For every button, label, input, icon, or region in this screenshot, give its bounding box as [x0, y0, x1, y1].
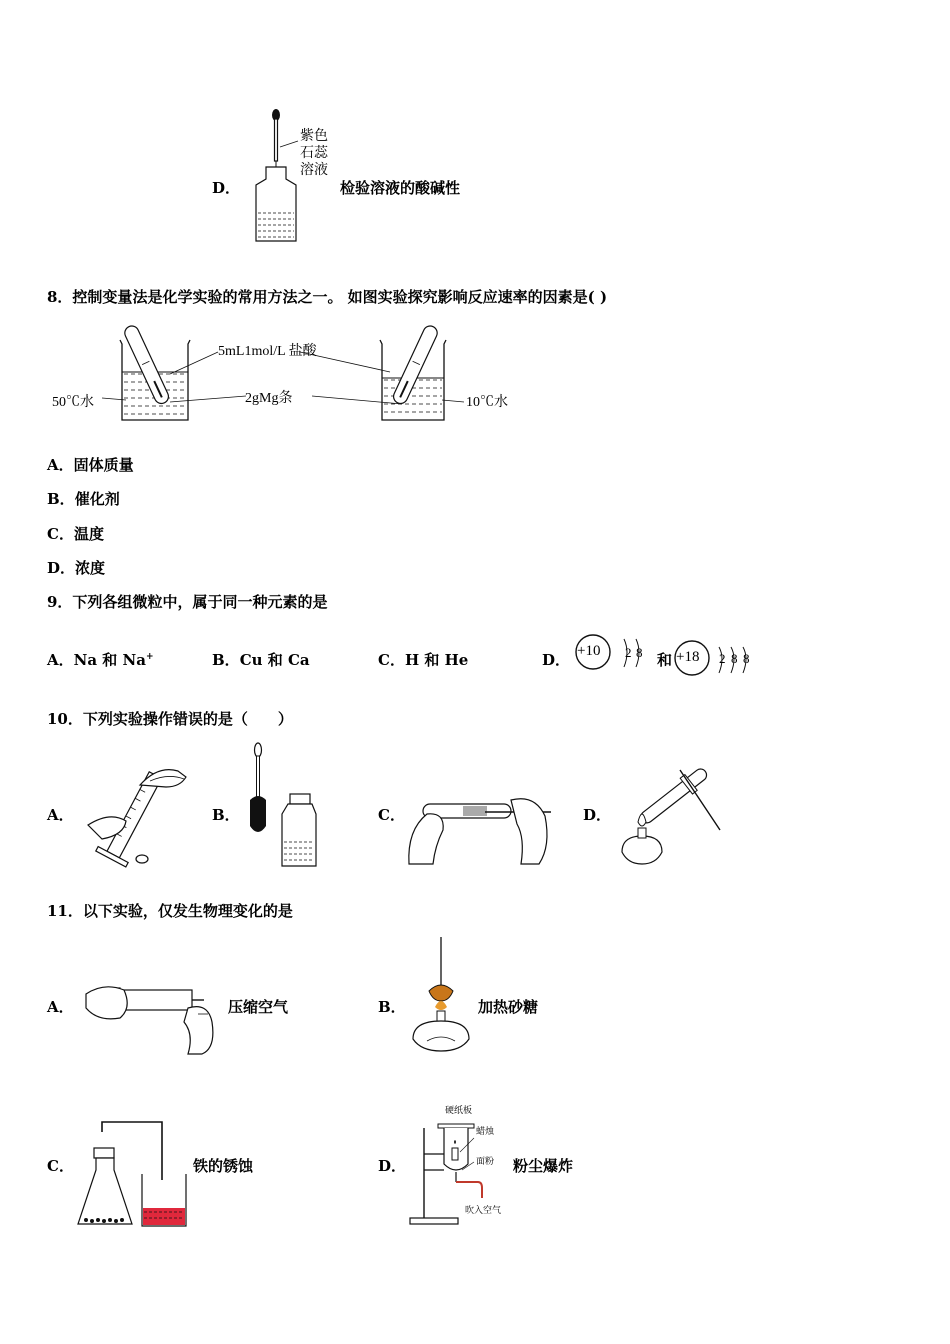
- q9-shell-1-neon: 2: [625, 645, 632, 660]
- q10-option-d-heating-figure: [612, 760, 727, 870]
- q8-option-c: C．温度: [47, 525, 104, 543]
- q11-d-fig-board-label: 硬纸板: [445, 1106, 473, 1116]
- q11-d-fig-air-label: 吹入空气: [465, 1206, 502, 1216]
- q11-option-a-text: 压缩空气: [228, 998, 289, 1016]
- q9-option-c: C．H 和 He: [378, 651, 469, 669]
- q9-shell-3-argon: 8: [743, 651, 750, 666]
- q8-option-d: D．浓度: [47, 559, 106, 577]
- q9-option-b: B．Cu 和 Ca: [212, 651, 310, 669]
- q10-option-a-label: A．: [47, 806, 74, 824]
- q11-option-b-text: 加热砂糖: [478, 998, 539, 1016]
- q11-option-c-text: 铁的锈蚀: [193, 1157, 254, 1175]
- q11-d-fig-flour-label: 面粉: [476, 1157, 495, 1167]
- q10-option-b-dropper-figure: [244, 742, 324, 870]
- q8-figure-right-water-label: 10℃水: [466, 395, 508, 410]
- q7-option-d-label: D．: [212, 179, 241, 197]
- q7-option-d-text: 检验溶液的酸碱性: [340, 179, 461, 197]
- q9-question-stem: 9．下列各组微粒中，属于同一种元素的是: [47, 593, 328, 611]
- q10-option-c-label: C．: [378, 806, 405, 824]
- q11-option-a-syringe-figure: [84, 978, 219, 1056]
- q9-option-a: A．Na 和 Na+: [47, 651, 154, 669]
- q11-option-b-alcohol-lamp-figure: [405, 935, 475, 1053]
- q9-option-d-label: D．: [542, 651, 571, 669]
- q11-option-d-label: D．: [378, 1157, 407, 1175]
- q11-d-fig-candle-label: 蜡烛: [476, 1127, 495, 1137]
- q11-option-a-label: A．: [47, 998, 74, 1016]
- q8-option-b: B．催化剂: [47, 490, 120, 508]
- q10-option-a-graduated-cylinder-figure: [80, 755, 195, 870]
- q8-figure-mg-label: 2gMg条: [245, 391, 293, 406]
- q10-option-c-test-tube-figure: [405, 790, 555, 870]
- q8-option-a: A．固体质量: [47, 456, 134, 474]
- q11-option-c-flask-beaker-figure: [76, 1118, 196, 1230]
- q11-question-stem: 11．以下实验，仅发生物理变化的是: [47, 902, 293, 920]
- q11-option-b-label: B．: [378, 998, 406, 1016]
- q9-shell-2-argon: 8: [731, 651, 738, 666]
- q10-question-stem: 10．下列实验操作错误的是（ ）: [47, 710, 293, 728]
- q11-option-c-label: C．: [47, 1157, 74, 1175]
- q8-figure-acid-label: 5mL1mol/L 盐酸: [218, 344, 317, 359]
- q9-nucleus-argon: +18: [676, 649, 700, 665]
- q9-shell-1-argon: 2: [719, 651, 726, 666]
- q10-option-d-label: D．: [583, 806, 612, 824]
- q8-figure-left-water-label: 50℃水: [52, 395, 94, 410]
- q9-shell-2-neon: 8: [636, 645, 643, 660]
- q8-question-stem: 8．控制变量法是化学实验的常用方法之一。 如图实验探究影响反应速率的因素是( ): [47, 288, 608, 306]
- q7-figure-label: 紫色 石蕊 溶液: [300, 129, 328, 178]
- q9-nucleus-neon: +10: [577, 643, 601, 659]
- q8-beaker-figure: [50, 322, 530, 432]
- q11-option-d-text: 粉尘爆炸: [513, 1157, 574, 1175]
- q9-and-text: 和: [657, 651, 673, 669]
- q10-option-b-label: B．: [212, 806, 240, 824]
